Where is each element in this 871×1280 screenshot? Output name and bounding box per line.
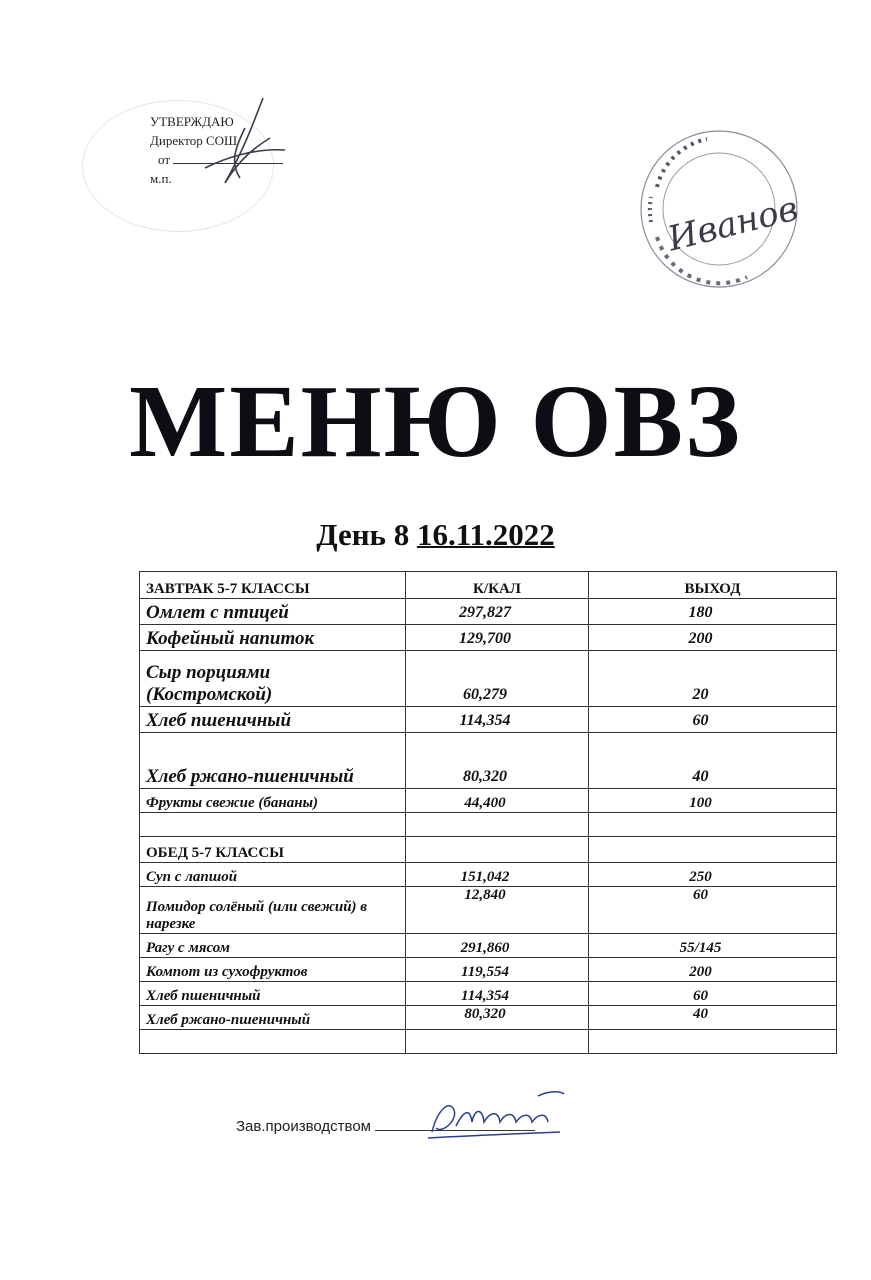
table-row: Рагу с мясом 291,860 55/145 — [140, 934, 837, 958]
day-heading — [0, 515, 871, 555]
table-row: Сыр порциями (Костромской) 60,279 20 — [140, 651, 837, 707]
kcal-header: К/КАЛ — [406, 572, 589, 599]
menu-table — [139, 571, 837, 1054]
table-header-row — [140, 572, 837, 599]
table-row: Омлет с птицей 297,827 180 — [140, 599, 837, 625]
table-row: Компот из сухофруктов 119,554 200 — [140, 958, 837, 982]
empty-row — [140, 1030, 837, 1054]
approval-line-4: м.п. — [150, 171, 172, 186]
day-date: 16.11.2022 — [416, 517, 555, 552]
table-row: Хлеб ржано-пшеничный 80,320 40 — [140, 733, 837, 789]
lunch-header: ОБЕД 5-7 КЛАССЫ — [140, 837, 406, 863]
approval-line-1: УТВЕРЖДАЮ — [150, 114, 234, 129]
table-row: Суп с лапшой 151,042 250 — [140, 863, 837, 887]
table-row: Хлеб пшеничный 114,354 60 — [140, 707, 837, 733]
table-row: Хлеб пшеничный 114,354 60 — [140, 982, 837, 1006]
seal-signature: Иванов — [663, 188, 802, 260]
empty-row — [140, 813, 837, 837]
approval-line-3: от — [150, 150, 283, 169]
table-row: Кофейный напиток 129,700 200 — [140, 625, 837, 651]
school-seal-icon — [637, 127, 802, 292]
production-head-signature-icon — [420, 1088, 570, 1148]
table-row: Помидор солёный (или свежий) в нарезке 12,840 60 — [140, 887, 837, 934]
lunch-header-row — [140, 837, 837, 863]
director-signature-icon — [185, 88, 295, 198]
day-label: День 8 — [316, 517, 410, 552]
footer-label: Зав.производством — [236, 1118, 371, 1135]
breakfast-header: ЗАВТРАК 5-7 КЛАССЫ — [140, 572, 406, 599]
output-header: ВЫХОД — [589, 572, 837, 599]
table-row: Фрукты свежие (бананы) 44,400 100 — [140, 789, 837, 813]
page-title: МЕНЮ ОВЗ — [129, 364, 742, 479]
table-row: Хлеб ржано-пшеничный 80,320 40 — [140, 1006, 837, 1030]
approval-line-2: Директор СОШ — [150, 133, 238, 148]
